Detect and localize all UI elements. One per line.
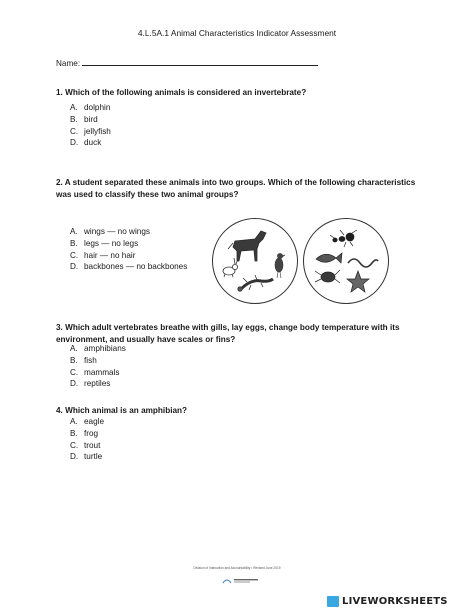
fish-icon — [316, 253, 342, 263]
question-4-options — [70, 416, 104, 463]
option-text: trout — [84, 440, 101, 450]
lizard-icon — [238, 275, 273, 291]
footer-credit: Division of Instruction and Accountability • Revised June 2019 — [193, 566, 281, 570]
option-row[interactable] — [70, 238, 187, 250]
option-row[interactable] — [70, 355, 126, 367]
option-row[interactable] — [70, 126, 111, 138]
option-letter: A. — [70, 417, 78, 426]
bird-icon — [275, 253, 285, 278]
option-text: hair — no hair — [84, 250, 136, 260]
option-row[interactable] — [70, 367, 126, 379]
liveworksheets-watermark — [327, 595, 467, 608]
option-row[interactable] — [70, 343, 126, 355]
beetle-icon — [330, 230, 357, 247]
worm-icon — [348, 259, 378, 267]
starfish-icon — [347, 271, 369, 292]
option-letter: B. — [70, 114, 78, 124]
name-label: Name: — [56, 59, 81, 68]
option-letter: C. — [70, 250, 79, 260]
option-text: legs — no legs — [84, 238, 139, 248]
name-field — [56, 57, 318, 68]
option-row[interactable] — [70, 428, 104, 440]
option-letter: B. — [70, 428, 78, 438]
question-4-prompt: 4. Which animal is an amphibian? — [56, 406, 188, 415]
option-row[interactable] — [70, 226, 187, 238]
option-letter: C. — [70, 440, 79, 450]
option-row[interactable] — [70, 451, 104, 463]
option-text: bird — [84, 114, 98, 124]
option-row[interactable] — [70, 250, 187, 262]
district-logo — [221, 572, 261, 581]
option-text: jellyfish — [84, 126, 111, 136]
question-3-options — [70, 343, 126, 390]
option-letter: C. — [70, 126, 79, 136]
option-row[interactable] — [70, 137, 111, 149]
horse-icon — [228, 231, 266, 261]
option-letter: D. — [70, 452, 79, 462]
option-row[interactable] — [70, 102, 111, 114]
name-blank-line — [82, 57, 318, 66]
option-text: frog — [84, 428, 99, 438]
option-text: wings — no wings — [84, 227, 150, 236]
option-row[interactable] — [70, 261, 187, 273]
option-letter: A. — [70, 344, 78, 353]
question-3-prompt: 3. Which adult vertebrates breathe with gills, lay eggs, change body temperature with its environment, and usually have scales or fins? — [56, 323, 400, 344]
option-text: dolphin — [84, 103, 111, 112]
option-row[interactable] — [70, 440, 104, 452]
question-1-options — [70, 102, 111, 149]
option-text: eagle — [84, 417, 105, 426]
option-row[interactable] — [70, 416, 104, 428]
rabbit-icon — [223, 258, 238, 277]
option-text: mammals — [84, 367, 120, 377]
animal-group-left — [212, 218, 298, 304]
animal-group-right — [303, 218, 389, 304]
option-letter: B. — [70, 355, 78, 365]
question-1-prompt: 1. Which of the following animals is considered an invertebrate? — [56, 88, 307, 97]
liveworksheets-logo-icon — [327, 596, 339, 607]
option-text: duck — [84, 138, 102, 148]
crab-icon — [315, 270, 340, 283]
option-letter: D. — [70, 138, 79, 148]
document-title: 4.L.5A.1 Animal Characteristics Indicator Assessment — [137, 28, 337, 38]
question-2-prompt: 2. A student separated these animals into two groups. Which of the following characteristics was used to classify these two animal groups? — [56, 178, 416, 199]
option-text: fish — [84, 355, 97, 365]
option-letter: B. — [70, 238, 78, 248]
option-letter: C. — [70, 367, 79, 377]
option-text: backbones — no backbones — [84, 262, 188, 272]
option-letter: D. — [70, 379, 79, 389]
question-2-options — [70, 226, 187, 273]
option-text: turtle — [84, 452, 103, 462]
option-text: amphibians — [84, 344, 126, 353]
option-letter: D. — [70, 262, 79, 272]
option-text: reptiles — [84, 379, 111, 389]
liveworksheets-brand: LIVEWORKSHEETS — [342, 596, 448, 607]
option-row[interactable] — [70, 378, 126, 390]
option-letter: A. — [70, 227, 78, 236]
option-letter: A. — [70, 103, 78, 112]
option-row[interactable] — [70, 114, 111, 126]
